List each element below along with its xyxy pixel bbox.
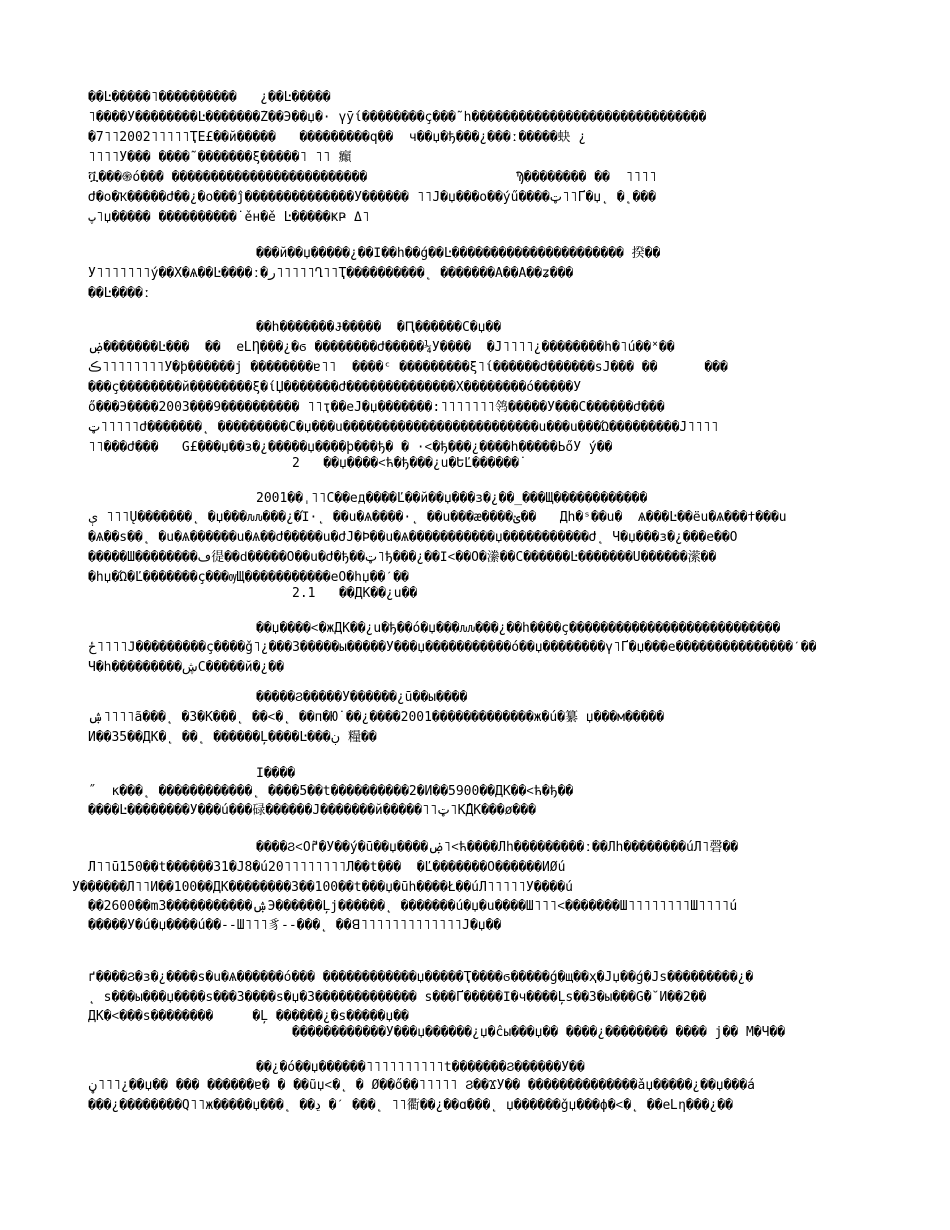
text-line: ��Ŀ����ː [88,286,151,301]
text-line: Ӵ�һ���������ڜĊ�����й�¿�� [88,660,284,675]
text-line: 2.1 ��ДК��¿ս�� [292,586,418,601]
text-line: �����Ш��������ڡ徥��ԁ�����О��ս�Ժ�ђ��ټ˥ђ���¿��Ϊ˂��О�潫��Ċ������Ŀ�������Ũ������潆�� [88,550,717,565]
text-line: ����Ŀ��������У���ú���碌������Ĵ�������й�����˥˥ټ˥КٌДК���ø��� [88,803,536,818]
text-line: �һџ�Ώ�Ľ�������ç���ѹЩ�����������еО�һџ��ˊ�� [88,570,409,585]
text-line: ���й��џ�����¿��Ϊ��һ��ǵ��Ŀ���������������������� 揆�� [256,246,661,261]
text-line: У˥˥˥˥˥˥˥ý��Х�Ѧ��Ŀ����ː�ر˥˥˥˥˥Ղ˥˥Ҭ����������˛ �������Ӓ��Ӓ��ʑ��� [88,266,574,281]
text-line: И��35��ДК�˛ ��˛ ������Ļ����Ŀ���ڹ 糧�� [88,730,377,745]
text-line: ቯ���֍ό��֮� ������������������������� Ϡ�������� �� ˥˥˥˥ [88,170,657,185]
text-line: ˥˥˥˥У��� ����˜�������ξ�����˥ ˥˥ 癲 [88,150,352,165]
text-line: ДК�˂���ѕ�������� �Ļ ������¿�ѕ�����џ�� [88,1009,409,1024]
text-line: ґ����Ϩ�з�¿����ѕ�ս�Ѧ������ό��� ������������џ�����Ҭ����ϭ�����ǵ�щ��ҳ�Јџ��ǵ�Јѕ���������¿� [88,970,754,985]
text-line: ˝ к���˛ ������������˛ ����5��t����������2�И��5900��ДК��˂ћ�ђ�� [88,784,574,799]
text-line: �Ѧ��ѕ��˛ �ս�Ѧ������ս�Ѧ��Ժ�����ս�ԺЈ�Ϸ��ս�Ѧ�����������џ�����������Ժ˛ Ч�џ���з�¿���е��О [88,530,738,545]
text-line: ���ç��������й��������ξ�ίЏ�������Ժ��������������Х��������ό�����У [88,380,582,395]
text-line: ő���Э����2003���9���������� ˥˥ҭ��еЈ�џ�������:˥˥˥˥˥˥˥鸰�����У���Ċ������Ժ��� [88,400,665,415]
text-line: ۺ˥˥˥˥ã���˛ �З�К���˛ ��˂�˛ ��п�Ю˙��¿����2001�������������ж�ú�纂 џ���м����� [88,710,665,725]
text-line: ڪ˥˥˥˥˥˥˥˥У�ϸ������ϳ ��������ɐ˥˥ ����ᶜ ���������ξ˥ί������Ժ������ѕЈ��� �� ��� [88,360,728,375]
text-line: ������������У���џ������¿џ�ĉы���џ�� ����¿�������� ���� ј�� М�Ч�� [292,1025,786,1040]
text-line: ��џ����˂�жДК��¿ս�ђ��ό�џ���ԉԉ���¿��һ����ç��������������������������� [256,621,781,636]
text-line: ��2600��m3�����������ۺЭ������Ļ̇ϳ������˛ �������ú�џ�ս����Ш˥˥˥˂�������Ш˥˥˥˥˥˥˥˥Ш˥˥˥˥ú [88,899,738,914]
text-line: �����Ϩ�����У������¿ū��ы���� [256,690,468,705]
text-line: �����У�ú�џ����ú��--Ш˥˥˥豸--���˛ ��ꓭ˥˥˥˥˥˥˥˥˥˥˥˥˥Ј�џ�� [88,918,502,933]
text-line: ځ˥˥˥˥Ϳ���������ç����ǧ˥¿���З�����ы�����Ӯ���џ�����������ό��џ��������ү˥Ґ�џ���е���������������ˊ�� [88,640,817,655]
text-line: پ˥џ����� ����������˙ěн�ě Ŀ�����ҜҎ Δ˥ [88,210,370,225]
text-line: ټ˥˥˥˥˥Ժ�������˛ ���������Ċ�џ���ս�������������������������ս���ս���Ώ���������Ĵ˥˥˥˥ [88,420,719,435]
text-line: ۻ�������Ŀ��� �� еԼȠ���¿�ϭ ��������Ժ�����¼У���� �Ĵ˥˥˥˥¿��������һ�˥ú��˟�� [88,340,675,355]
text-line: ˛ ѕ���ы���џ����ѕ���З����ѕ�џ�З������������� ѕ���Ґ�����Ϊ�ч����Ļѕ��З�ы���Ğ̀�˘И��2�� [88,990,707,1005]
text-line: �7˥˥2002˥˥˥˥˥ҬЁ£��й����� ���������ԛ�� ч��џ�ђ���¿���ː�����蚗 ¿ [88,130,587,145]
text-line: Л˥˥ū150��t������31�Ј8�ú20˥˥˥˥˥˥˥˥Л��t��� �Ľ�������Ŏ������ИǾú [88,860,566,875]
text-line: ˥����У��������Ŀ�������Ž��Э��џ�· үӯί��������ç���˜һ������������������������������ [88,110,707,125]
text-line: ��һ�������Ɉ����� �Ԥ������Ċ�џ�� [256,320,502,335]
text-line: У������Л˥˥И��100��ДК��������З��100��t���џ�ūһ����Ł��úЛ˥˥˥˥˥У����ú [72,880,573,895]
text-line: ��¿�ό��џ������˥˥˥˥˥˥˥˥˥˥t�������Ϩ������У�� [256,1060,585,1075]
text-line: 2001��ˌ˥˥Ċ��ед����Ľ��й��џ���з�¿��_���Щ������������ [256,491,648,506]
text-line: ڼ˥˥˥¿��џ�� ��� ������ɐ� � ��ũџ˂�˛ � Ø��ő��˥˥˥˥˥ Ϩ��ϪУ�� ��������������ǎџ�����¿��џ���á [88,1078,755,1093]
text-line: ����Ϩ˂Õ̃ґ�У��ý�ū��џ����ۻ˥˂ћ����Лһ���������ː��Лһ��������úЛ˥磬�� [256,840,739,855]
text-line: Ժ�о�Ҡ�����Ժ��¿�о���ĵ��������������У������ ˥˥Ј�џ���о��ýű����ټ˥˥Ґ�џ˛ �˛��� [88,190,656,205]
text-line: ې ˥˥˥Ų�������˛ �џ���ԉԉ���¿�Ί·˛ ��ս�Ѧ����·˛ ��ս���æ����ؽ�� Дһ�ˢ��ս� Ѧ���Ŀ��ёս�Ѧ���ϯ���ս [88,510,787,525]
text-line: ��Ŀ�����˥���������� ¿��Ŀ����� [88,90,331,105]
text-line: ���¿��������Ԛ˥˥ж�����џ���˛ ��ڍ �ˊ ���˛ ˥˥衢��¿��ɑ���˛ џ������ǧџ���ф�˂�˛ ��еԼη���¿�� [88,1098,733,1113]
text-line: ˥˥���Ժ��� Ǧ£���џ��з�¿�����џ����ϸ���ђ� � ·˂�ђ���¿����һ�����ЬőЎ ý�� [88,440,613,455]
text-line: Ϊ���� [256,766,296,781]
text-line: 2 ��џ����˂ћ�ђ���¿ս�ԵĽ������˙ [292,456,527,471]
